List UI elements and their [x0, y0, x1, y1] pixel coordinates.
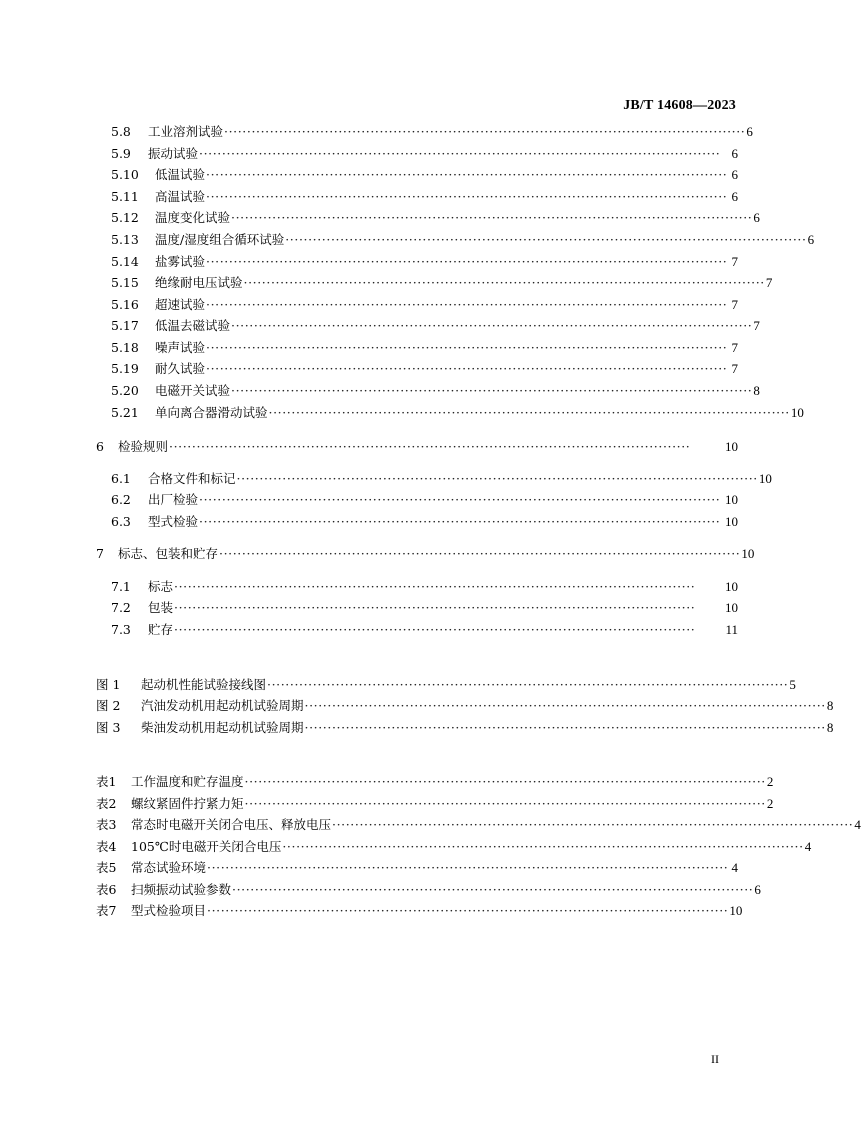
toc-entry-page: 10: [790, 405, 804, 420]
toc-entry-page: 10: [725, 514, 738, 529]
toc-entry-number: 7.3: [111, 622, 131, 637]
toc-entry-title: 超速试验: [155, 297, 206, 312]
dot-leader: ··················································································································: [219, 546, 741, 561]
toc-entry[interactable]: [111, 470, 772, 488]
toc-entry-number: 5.9: [111, 146, 131, 161]
dot-leader: ··················································································································: [206, 167, 728, 182]
toc-entry-number: 5.21: [111, 405, 139, 420]
toc-entry[interactable]: [111, 513, 738, 531]
dot-leader: ··················································································································: [244, 774, 766, 789]
toc-entry-title: 贮存: [148, 622, 174, 637]
toc-entry-title: 合格文件和标记: [148, 471, 236, 486]
toc-entry-title: 温度变化试验: [155, 210, 231, 225]
dot-leader: ··················································································································: [199, 514, 721, 529]
toc-entry-title: 标志、包装和贮存: [118, 546, 219, 561]
dot-leader: ··················································································································: [304, 720, 826, 735]
toc-entry-page: 7: [731, 340, 738, 355]
toc-entry[interactable]: [111, 123, 753, 141]
dot-leader: ··················································································································: [231, 318, 753, 333]
dot-leader: ··················································································································: [174, 600, 696, 615]
dot-leader: ··················································································································: [224, 124, 746, 139]
table-entry-title: 105℃时电磁开关闭合电压: [131, 839, 282, 854]
dot-leader: ··················································································································: [244, 796, 766, 811]
toc-entry-title: 工业溶剂试验: [148, 124, 224, 139]
dot-leader: ··················································································································: [207, 860, 729, 875]
toc-entry[interactable]: [111, 578, 738, 596]
toc-entry-page: 10: [725, 492, 738, 507]
figure-entry-title: 汽油发动机用起动机试验周期: [141, 698, 304, 713]
toc-entry-page: 11: [725, 622, 738, 637]
toc-entry-number: 5.8: [111, 124, 131, 139]
table-entry-number: 表5: [96, 860, 117, 875]
figure-entry-page: 5: [789, 677, 796, 692]
toc-entry-number: 7.1: [111, 579, 131, 594]
dot-leader: ··················································································································: [243, 275, 765, 290]
toc-entry[interactable]: [111, 599, 738, 617]
dot-leader: ··················································································································: [206, 297, 728, 312]
toc-entry-number: 5.18: [111, 340, 139, 355]
toc-entry-title: 绝缘耐电压试验: [155, 275, 243, 290]
toc-entry-number: 5.20: [111, 383, 139, 398]
toc-entry-number: 5.17: [111, 318, 139, 333]
figure-entry[interactable]: [96, 676, 796, 694]
toc-entry-page: 7: [731, 254, 738, 269]
toc-entry[interactable]: [111, 209, 760, 227]
dot-leader: ··················································································································: [199, 146, 721, 161]
toc-entry-title: 温度/湿度组合循环试验: [155, 232, 285, 247]
figure-entry-title: 起动机性能试验接线图: [141, 677, 267, 692]
dot-leader: ··················································································································: [236, 471, 758, 486]
toc-entry-page: 7: [753, 318, 760, 333]
table-entry[interactable]: [96, 902, 743, 920]
toc-entry-title: 检验规则: [118, 439, 169, 454]
toc-entry-page: 8: [753, 383, 760, 398]
toc-entry-number: 6: [96, 439, 104, 454]
toc-entry-page: 10: [741, 546, 755, 561]
document-code: JB/T 14608—2023: [623, 98, 736, 113]
figure-entry-page: 8: [826, 698, 834, 713]
toc-entry-title: 单向离合器滑动试验: [155, 405, 268, 420]
toc-entry-title: 包装: [148, 600, 174, 615]
table-entry[interactable]: [96, 773, 774, 791]
toc-entry-title: 标志: [148, 579, 174, 594]
dot-leader: ··················································································································: [206, 254, 728, 269]
toc-entry-number: 5.10: [111, 167, 139, 182]
toc-entry-number: 5.12: [111, 210, 139, 225]
toc-entry-page: 7: [731, 361, 738, 376]
table-entry[interactable]: [96, 859, 738, 877]
toc-entry-number: 5.11: [111, 189, 139, 204]
toc-entry-page: 6: [731, 167, 738, 182]
toc-chapter[interactable]: [96, 545, 755, 563]
toc-entry-number: 7: [96, 546, 104, 561]
table-entry[interactable]: [96, 816, 861, 834]
toc-entry-title: 噪声试验: [155, 340, 206, 355]
toc-entry-title: 耐久试验: [155, 361, 206, 376]
table-entry-title: 工作温度和贮存温度: [131, 774, 244, 789]
figure-entry[interactable]: [96, 719, 834, 737]
dot-leader: ··················································································································: [231, 210, 753, 225]
toc-entry-title: 振动试验: [148, 146, 199, 161]
figure-entry-number: 图 1: [96, 677, 121, 692]
figure-entry-page: 8: [826, 720, 834, 735]
toc-entry-page: 6: [753, 210, 760, 225]
toc-entry-title: 低温去磁试验: [155, 318, 231, 333]
toc-entry[interactable]: [111, 231, 815, 249]
dot-leader: ··················································································································: [206, 340, 728, 355]
dot-leader: ··················································································································: [332, 817, 854, 832]
toc-entry-number: 7.2: [111, 600, 131, 615]
table-entry-page: 2: [766, 796, 774, 811]
toc-entry-page: 7: [765, 275, 773, 290]
toc-entry[interactable]: [111, 404, 804, 422]
dot-leader: ··················································································································: [232, 882, 754, 897]
table-entry-number: 表1: [96, 774, 117, 789]
table-entry-title: 常态试验环境: [131, 860, 207, 875]
toc-entry-title: 盐雾试验: [155, 254, 206, 269]
dot-leader: ··················································································································: [304, 698, 826, 713]
dot-leader: ··················································································································: [206, 189, 728, 204]
toc-entry-page: 6: [807, 232, 815, 247]
table-entry-number: 表6: [96, 882, 117, 897]
toc-entry[interactable]: [111, 317, 760, 335]
toc-entry[interactable]: [111, 491, 738, 509]
toc-entry[interactable]: [111, 621, 738, 639]
table-entry-page: 4: [854, 817, 861, 832]
dot-leader: ··················································································································: [199, 492, 721, 507]
toc-entry-number: 5.19: [111, 361, 139, 376]
toc-entry-number: 6.1: [111, 471, 131, 486]
toc-entry-title: 出厂检验: [148, 492, 199, 507]
toc-entry-page: 6: [731, 189, 738, 204]
toc-entry[interactable]: [111, 296, 738, 314]
toc-entry-number: 5.13: [111, 232, 139, 247]
toc-entry-number: 5.16: [111, 297, 139, 312]
toc-entry-number: 5.15: [111, 275, 139, 290]
toc-entry-page: 6: [746, 124, 753, 139]
figure-entry-title: 柴油发动机用起动机试验周期: [141, 720, 304, 735]
dot-leader: ··················································································································: [206, 361, 728, 376]
dot-leader: ··················································································································: [267, 677, 789, 692]
toc-entry-page: 10: [725, 600, 738, 615]
figure-entry-number: 图 2: [96, 698, 121, 713]
dot-leader: ··················································································································: [169, 439, 691, 454]
dot-leader: ··················································································································: [207, 903, 729, 918]
toc-entry-page: 10: [725, 439, 738, 454]
toc-entry-number: 6.2: [111, 492, 131, 507]
dot-leader: ··················································································································: [174, 622, 696, 637]
page-number: II: [711, 1052, 719, 1066]
toc-entry[interactable]: [111, 339, 738, 357]
toc-entry-title: 高温试验: [155, 189, 206, 204]
table-entry-title: 常态时电磁开关闭合电压、释放电压: [131, 817, 332, 832]
table-entry-title: 扫频振动试验参数: [131, 882, 232, 897]
table-entry-page: 2: [766, 774, 774, 789]
toc-entry[interactable]: [111, 274, 773, 292]
toc-entry-page: 6: [731, 146, 738, 161]
table-entry-page: 10: [729, 903, 743, 918]
table-entry[interactable]: [96, 795, 774, 813]
toc-entry[interactable]: [111, 145, 738, 163]
toc-entry-number: 5.14: [111, 254, 139, 269]
toc-chapter[interactable]: [96, 438, 738, 456]
table-entry[interactable]: [96, 881, 761, 899]
toc-entry-page: 10: [725, 579, 738, 594]
toc-entry-title: 低温试验: [155, 167, 206, 182]
toc-entry-page: 10: [758, 471, 772, 486]
dot-leader: ··················································································································: [174, 579, 696, 594]
dot-leader: ··················································································································: [231, 383, 753, 398]
table-entry-page: 6: [754, 882, 761, 897]
table-entry-number: 表7: [96, 903, 117, 918]
toc-entry[interactable]: [111, 188, 738, 206]
toc-entry[interactable]: [111, 166, 738, 184]
dot-leader: ··················································································································: [285, 232, 807, 247]
toc-entry[interactable]: [111, 382, 760, 400]
toc-entry-page: 7: [731, 297, 738, 312]
toc-entry-title: 型式检验: [148, 514, 199, 529]
table-entry[interactable]: [96, 838, 812, 856]
dot-leader: ··················································································································: [268, 405, 790, 420]
toc-entry-title: 电磁开关试验: [155, 383, 231, 398]
toc-entry[interactable]: [111, 253, 738, 271]
toc-entry[interactable]: [111, 360, 738, 378]
table-entry-page: 4: [804, 839, 812, 854]
table-entry-title: 螺纹紧固件拧紧力矩: [131, 796, 244, 811]
figure-entry-number: 图 3: [96, 720, 121, 735]
table-entry-number: 表3: [96, 817, 117, 832]
table-entry-page: 4: [731, 860, 738, 875]
table-entry-title: 型式检验项目: [131, 903, 207, 918]
toc-entry-number: 6.3: [111, 514, 131, 529]
figure-entry[interactable]: [96, 697, 834, 715]
table-entry-number: 表4: [96, 839, 117, 854]
table-entry-number: 表2: [96, 796, 117, 811]
dot-leader: ··················································································································: [282, 839, 804, 854]
